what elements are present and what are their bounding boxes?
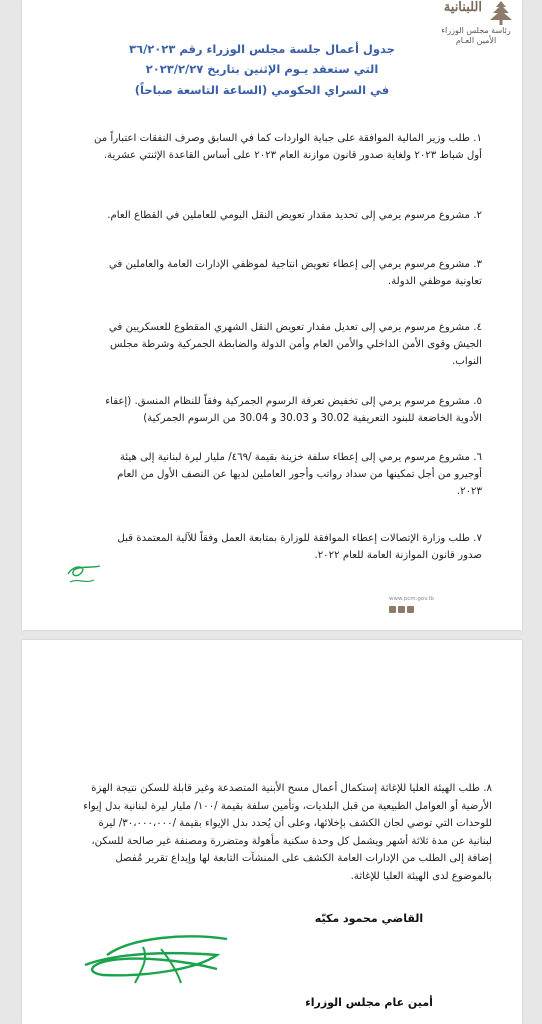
agenda-title: جدول أعمال جلسة مجلس الوزراء رقم ٣٦/٢٠٢٣ (129, 42, 395, 56)
agenda-item (92, 393, 482, 427)
facebook-icon (389, 606, 396, 613)
handwritten-signature (77, 925, 237, 995)
agenda-item (92, 319, 482, 370)
agenda-item-text: مشروع مرسوم يرمي إلى تخفيض تعرفة الرسوم الجمركية وفقاً للنظام المنسق. (إعفاء الأدوية الخاضعة للبنود التعريفية 30.02 و 30.03 و 30.04 من الرسوم الجمركية) (105, 396, 482, 424)
agenda-item-number: ١. (473, 133, 482, 144)
initials-signature (64, 560, 104, 588)
signatory-title: أمين عام مجلس الوزراء (305, 996, 433, 1009)
agenda-item (82, 780, 492, 885)
agenda-item-text: مشروع مرسوم يرمي إلى إعطاء سلفة خزينة بقيمة /٤٦٩/ مليار ليرة لبنانية إلى هيئة أوجيرو من أجل تمكينها من سداد رواتب وأجور العاملين لديها عن النصف الأول من العام ٢٠٢٣. (117, 452, 482, 497)
agenda-item (92, 256, 482, 290)
agenda-item-number: ٨. (483, 783, 492, 794)
agenda-item-number: ٢. (473, 210, 482, 221)
agenda-item-text: مشروع مرسوم يرمي إلى تعديل مقدار تعويض النقل الشهري المقطوع للعسكريين في الجيش وقوى الأمن الداخلي والأمن العام وأمن الدولة والضابطة الجمركية وشرطة مجلس النواب. (108, 322, 482, 367)
agenda-item-number: ٧. (473, 533, 482, 544)
letterhead-logo-text: اللبنانية (443, 0, 482, 15)
agenda-item (92, 130, 482, 164)
agenda-item (92, 449, 482, 500)
agenda-item-number: ٦. (473, 452, 482, 463)
agenda-location: في السراي الحكومي (الساعة التاسعة صباحاً) (134, 83, 390, 97)
agenda-item-text: مشروع مرسوم يرمي إلى إعطاء تعويض انتاجية لموظفي الإدارات العامة والعاملين في تعاونية موظفي الدولة. (108, 259, 482, 287)
letterhead-office: رئاسة مجلس الوزراء (441, 26, 511, 35)
letterhead-subtitle: الأمين العـام (455, 36, 497, 45)
agenda-item-number: ٥. (473, 396, 482, 407)
agenda-item-text: مشروع مرسوم يرمي إلى تحديد مقدار تعويض النقل اليومي للعاملين في القطاع العام. (107, 210, 471, 221)
agenda-item-text: طلب وزارة الإتصالات إعطاء الموافقة للوزارة بمتابعة العمل وفقاً للآلية المعتمدة قبل صدور قانون الموازنة العامة للعام ٢٠٢٢. (117, 533, 482, 561)
twitter-icon (398, 606, 405, 613)
document-page-2 (22, 640, 522, 1024)
document-page-1 (22, 0, 522, 630)
signatory-name: القاضي محمود مكيّه (314, 912, 424, 925)
agenda-item-number: ٣. (473, 259, 482, 270)
instagram-icon (407, 606, 414, 613)
agenda-date: التي ستعقد يـوم الإثنين بتاريخ ٢٠٢٣/٢/٢٧ (145, 62, 379, 76)
cedar-crest-icon (486, 0, 516, 26)
agenda-item (92, 207, 482, 224)
agenda-item-text: طلب وزير المالية الموافقة على جباية الواردات كما في السابق وصرف النفقات اعتباراً من أول شباط ٢٠٢٣ ولغاية صدور قانون موازنة العام ٢٠٢٣ على أساس القاعدة الإثنتي عشرية. (93, 133, 482, 161)
footer-social-icons (389, 606, 414, 613)
footer-url: www.pcm.gov.lb (389, 596, 434, 602)
agenda-item-text: طلب الهيئة العليا للإغاثة إستكمال أعمال مسح الأبنية المتصدعة وغير قابلة للسكن نتيجة الهزة الأرضية أو العوامل الطبيعية من قبل البلديات، وتأمين سلفة بقيمة /١٠٠/ مليار ليرة لبنانية بدل إيواء للوحدات التي توصي لجان الكشف بإخلائها، وعلى أن يُحدد بدل الإيواء بقيمة /٣٠،٠٠٠،٠٠٠/ ليرة لبنانية عن مدة ثلاثة أشهر ويشمل كل وحدة سكنية مأهولة ومتضررة ومصنفة غير صالحة للسكن، إضافة إلى الطلب من الإدارات العامة الكشف على المنشآت التابعة لها وإيداع تقرير مُفصل بالموضوع لدى الهيئة العليا للإغاثة. (83, 783, 492, 882)
agenda-item (92, 530, 482, 564)
agenda-item-number: ٤. (473, 322, 482, 333)
